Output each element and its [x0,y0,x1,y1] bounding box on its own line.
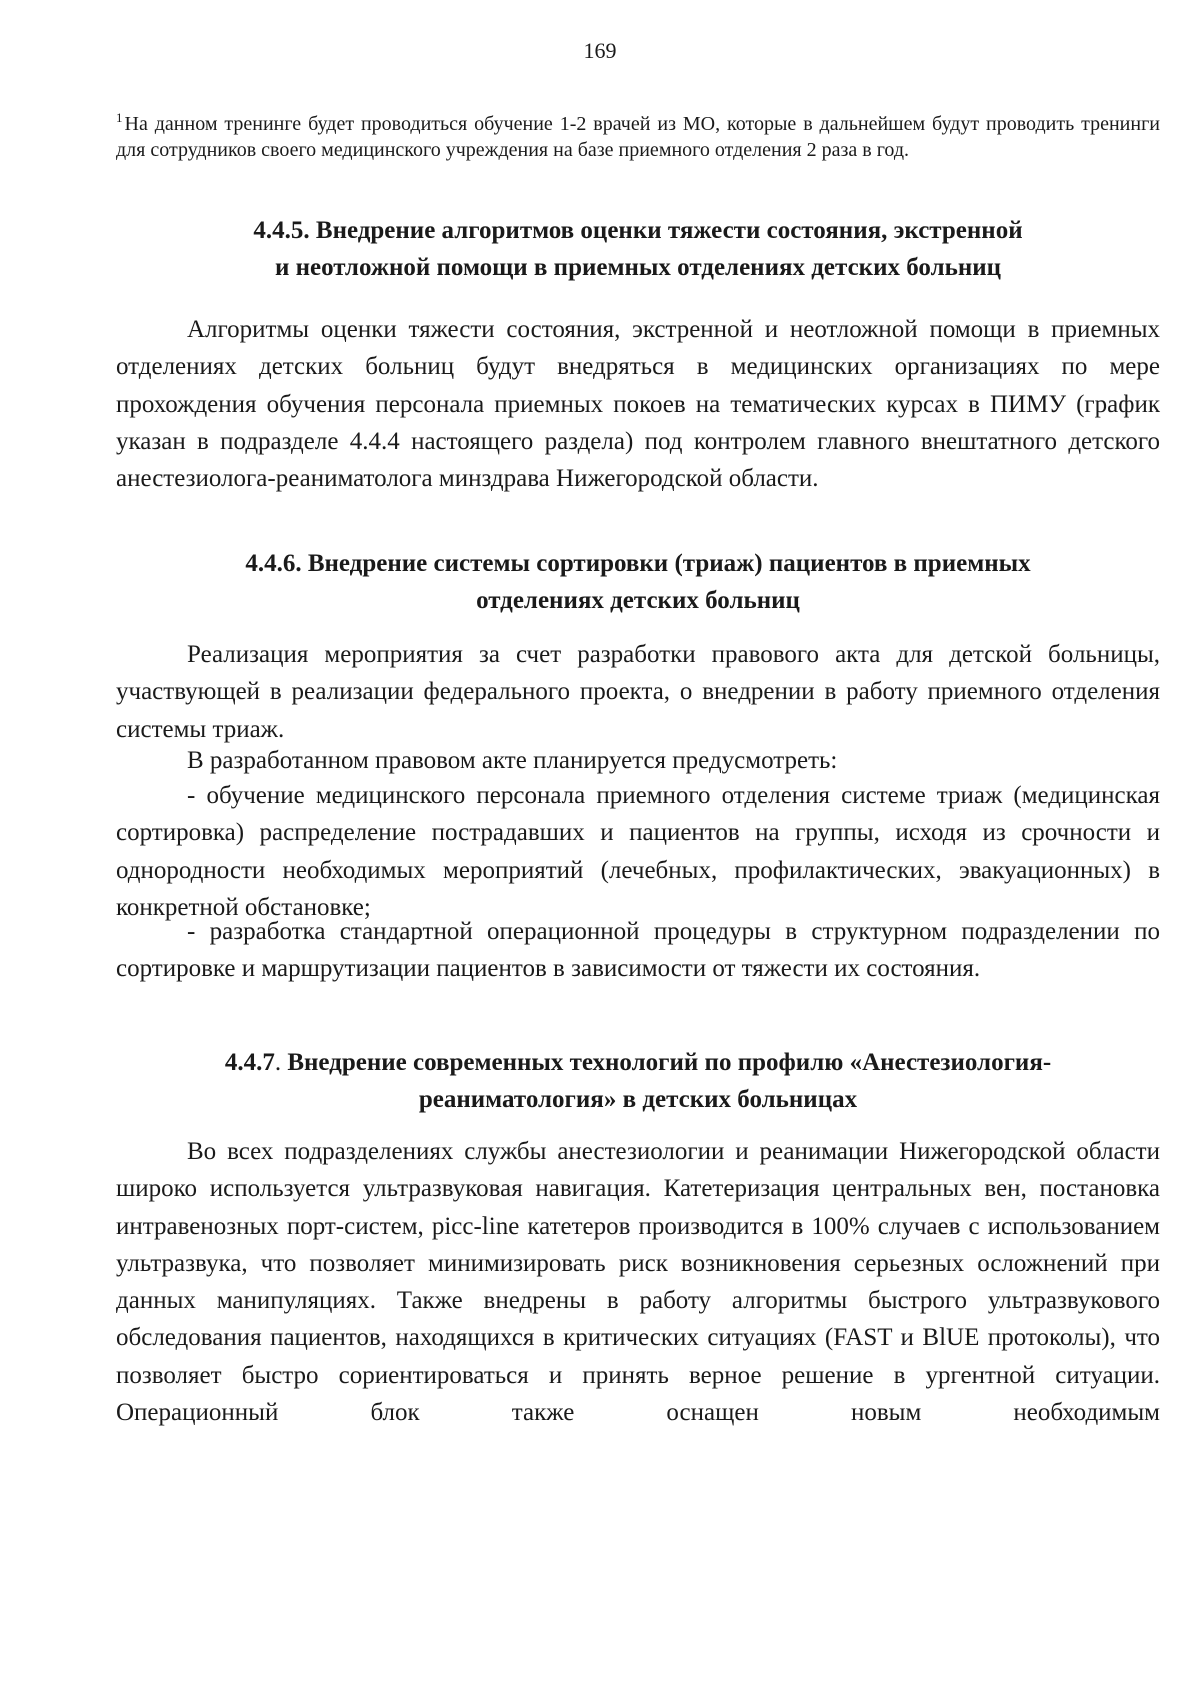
footnote-text: На данном тренинге будет проводиться обучение 1-2 врачей из МО, которые в дальнейшем будут проводить тренинги для сотрудников своего медицинского учреждения на базе приемного отделения 2 раза в год. [116,113,1160,161]
section-447-heading-number: 4.4.7 [224,1049,275,1076]
section-447-heading [116,1044,1160,1118]
section-447-heading-line2: реаниматология» в детских больницах [418,1086,858,1113]
section-446-paragraph-1: Реализация мероприятия за счет разработки правового акта для детской больницы, участвующей в реализации федерального проекта, о внедрении в работу приемного отделения системы триаж. [116,641,1160,743]
section-445-paragraph: Алгоритмы оценки тяжести состояния, экстренной и неотложной помощи в приемных отделениях детских больниц будут внедряться в медицинских организациях по мере прохождения обучения персонала приемных покоев на тематических курсах в ПИМУ (график указан в подразделе 4.4.4 настоящего раздела) под контролем главного внештатного детского анестезиолога-реаниматолога минздрава Нижегородской области. [116,316,1160,493]
section-445-heading [116,212,1160,286]
footnote [116,111,1160,163]
section-446-heading-line2: отделениях детских больниц [476,587,800,614]
section-446-list-item-2: - разработка стандартной операционной процедуры в структурном подразделении по сортировке и маршрутизации пациентов в зависимости от тяжести их состояния. [116,918,1160,983]
footnote-mark: 1 [116,110,123,125]
page-number: 169 [583,38,617,63]
section-447-heading-line1-text: Внедрение современных технологий по профилю «Анестезиология- [281,1049,1052,1076]
section-446-list-item-1: - обучение медицинского персонала приемного отделения системе триаж (медицинская сортировка) распределение пострадавших и пациентов на группы, исходя из срочности и однородности необходимых мероприятий (лечебных, профилактических, эвакуационных) в конкретной обстановке; [116,782,1160,921]
section-447-paragraph: Во всех подразделениях службы анестезиологии и реанимации Нижегородской области широко используется ультразвуковая навигация. Катетеризация центральных вен, постановка интравенозных порт-систем, picc-line катетеров производится в 100% случаев с использованием ультразвука, что позволяет минимизировать риск возникновения серьезных осложнений при данных манипуляциях. Также внедрены в работу алгоритмы быстрого ультразвукового обследования пациентов, находящихся в критических ситуациях (FAST и BlUE протоколы), что позволяет быстро сориентироваться и принять верное решение в ургентной ситуации. Операционный блок также оснащен новым необходимым [116,1138,1160,1427]
section-446-heading [116,545,1160,619]
section-445-heading-line1: 4.4.5. Внедрение алгоритмов оценки тяжести состояния, экстренной [253,217,1023,244]
section-447-heading-line1 [116,1044,1160,1081]
section-445-heading-line2: и неотложной помощи в приемных отделениях детских больниц [274,254,1002,281]
section-446-heading-line1: 4.4.6. Внедрение системы сортировки (триаж) пациентов в приемных [245,550,1031,577]
section-446-paragraph-2: В разработанном правовом акте планируется предусмотреть: [187,747,838,774]
section-447-heading-dot: . [274,1049,282,1076]
